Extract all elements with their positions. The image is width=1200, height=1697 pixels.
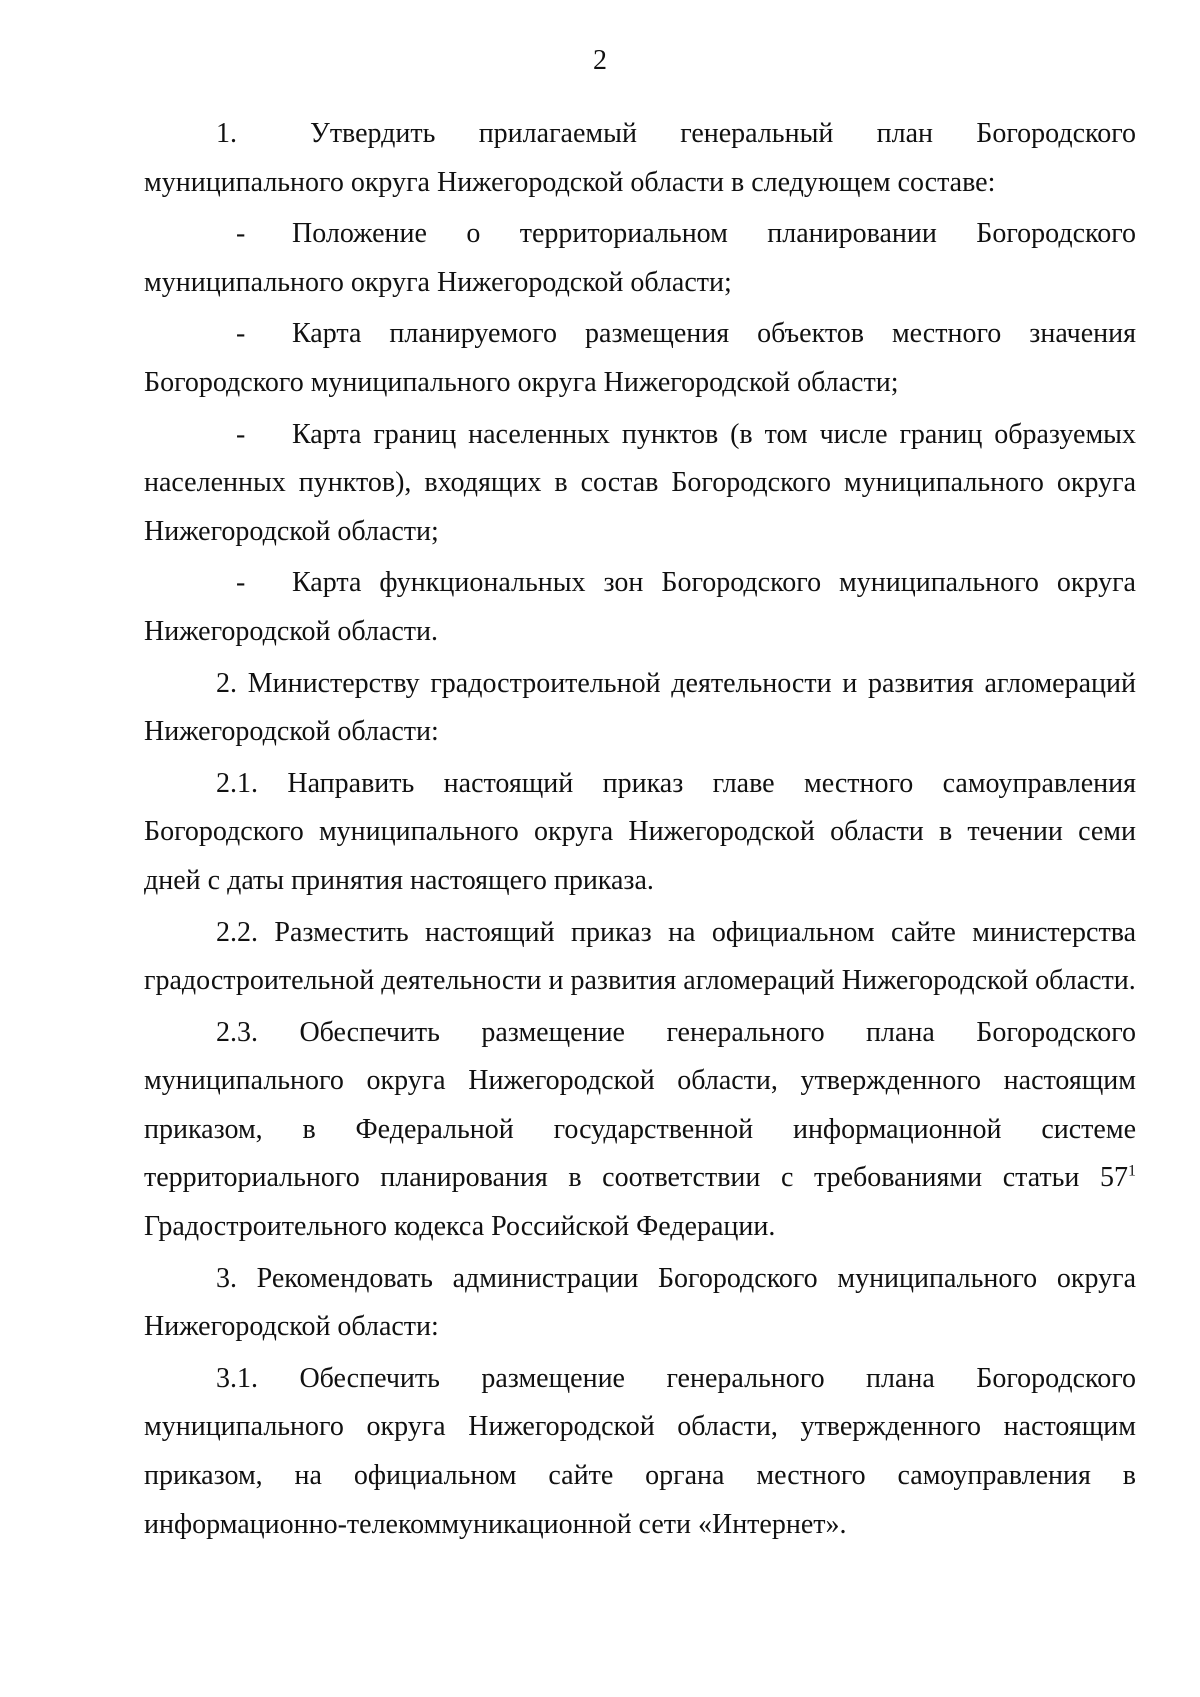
paragraph-2-3-text-end: Градостроительного кодекса Российской Федерации. [144, 1211, 776, 1243]
paragraph-2-1: 2.1. Направить настоящий приказ главе местного самоуправления Богородского муниципального округа Нижегородской области в течении семи дней с даты принятия настоящего приказа. [144, 767, 1136, 896]
paragraph-1 [144, 110, 1136, 207]
list-item-marker: - [236, 318, 246, 350]
list-item [144, 411, 1136, 557]
list-item [144, 559, 1136, 656]
paragraph-3-1: 3.1. Обеспечить размещение генерального плана Богородского муниципального округа Нижегородской области, утвержденного настоящим приказом, на официальном сайте органа местного самоуправления в информационно-телекоммуникационной сети «Интернет». [144, 1362, 1136, 1540]
list-item-marker: - [236, 567, 246, 599]
paragraph-1-text: Утвердить прилагаемый генеральный план Богородского муниципального округа Нижегородской области в следующем составе: [144, 118, 1136, 198]
list-item-text: Карта функциональных зон Богородского муниципального округа Нижегородской области. [144, 567, 1136, 647]
list-item-text: Карта планируемого размещения объектов местного значения Богородского муниципального округа Нижегородской области; [144, 318, 1136, 398]
paragraph-2-3-text: 2.3. Обеспечить размещение генерального плана Богородского муниципального округа Нижегородской области, утвержденного настоящим приказом, в Федеральной государственной информационной системе территориального планирования в соответствии с требованиями статьи 57 [144, 1016, 1136, 1194]
document-body [144, 110, 1136, 1552]
paragraph-1-number: 1. [216, 118, 237, 149]
paragraph-2: 2. Министерству градостроительной деятельности и развития агломераций Нижегородской области: [144, 667, 1136, 748]
paragraph-2-3 [144, 1009, 1136, 1252]
list-item-marker: - [236, 218, 246, 250]
footnote-superscript: 1 [1128, 1163, 1136, 1181]
paragraph-2-2: 2.2. Разместить настоящий приказ на официальном сайте министерства градостроительной деятельности и развития агломераций Нижегородской области. [144, 916, 1136, 997]
paragraph-3: 3. Рекомендовать администрации Богородского муниципального округа Нижегородской области: [144, 1262, 1136, 1343]
page-number: 2 [593, 45, 607, 76]
list-item [144, 310, 1136, 407]
list-item [144, 210, 1136, 307]
list-item-marker: - [236, 418, 246, 450]
list-item-text: Карта границ населенных пунктов (в том числе границ образуемых населенных пунктов), входящих в состав Богородского муниципального округа Нижегородской области; [144, 418, 1136, 547]
list-item-text: Положение о территориальном планировании Богородского муниципального округа Нижегородской области; [144, 218, 1136, 298]
